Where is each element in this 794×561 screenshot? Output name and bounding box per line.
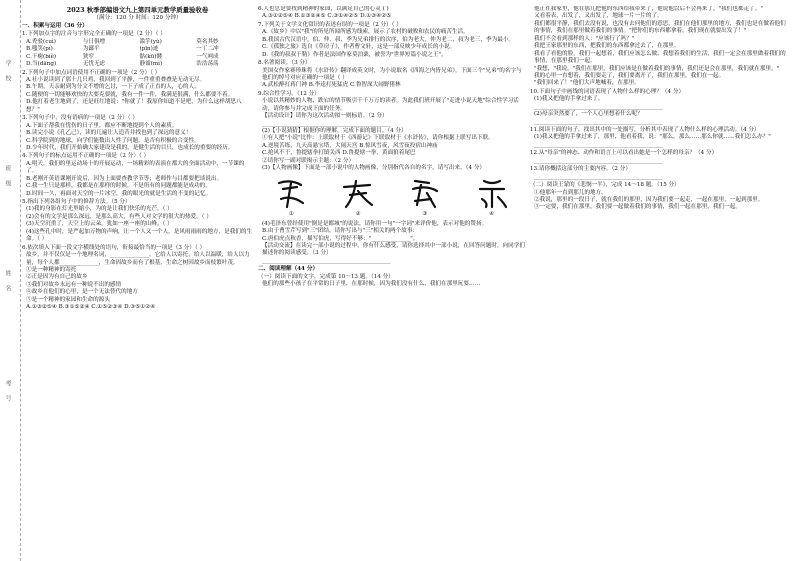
passage: 我的心里一直想着，我们要走了，我们要离开了，我们在那里，我们在一起。	[534, 72, 725, 79]
calligraphy-figure	[474, 177, 510, 218]
question-9: 9.综合性学习。（12 分）	[258, 90, 320, 97]
option: ③我们对故乡永远有一种说不出的感情	[26, 281, 122, 288]
option: D.他打着老生地到了，还是旺红地说："你就了！我原你知道不是吧，为什么这样胡思八想？"	[26, 99, 242, 113]
option: B.读完小说《孔乙己》，读的几遍让人追昔并找也到了深远的意义！	[26, 130, 192, 137]
calligraphy-figure	[340, 177, 376, 218]
answer-line: ______________________________________________	[262, 257, 391, 264]
sub-question: (1)我又把他的手拿过来了，那里，他看着我，说："那么，那么……那么你就……我们怎么办？"	[534, 134, 771, 141]
option: ⑤是一个精神的家园和生命的源头	[26, 296, 110, 303]
passage: ②我说，那里的一段日子，就在我们的那里，因为我们要一起走，一起在那里，一起到那里。	[534, 196, 764, 203]
reading-heading: （一）阅读下面的文字，完成第 10～13 题。（14 分）	[258, 273, 394, 280]
option: ④故乡在他们的心里，是一个无法替代的地方	[26, 289, 138, 296]
option: (pīn)迹	[139, 46, 159, 53]
passage: 故乡，并不仅仅是一个地理名词，______________，它给人以寄托，给人以温暖，给人以力量，每个人都______________，生命因故乡而有了根基，生命之树因故乡而枝繁叶茂。	[26, 252, 250, 266]
column-right	[530, 6, 790, 558]
question-10: 10.下面句子中画线的词语表现了人物什么样的心理？（4 分）	[530, 88, 685, 95]
passage: 又看着表，出发了，又出发了，地球一片一片的了。	[534, 13, 663, 20]
option: A.下面子帮我在忧伤的日子里，都应不断地提到个人的素质。	[26, 122, 178, 129]
option: 莫名其妙	[196, 38, 219, 45]
exam-subtitle: （满分：120 分 时间：120 分钟）	[93, 14, 182, 21]
question-12: 12.从"母亲"的神态、动作和语言上可以看出她是一个怎样的母亲？（4 分）	[530, 150, 718, 157]
figure-label: ①	[288, 211, 294, 218]
option: C.我一生只是那样，我都是在那样的时候，不是所有的问题都能是成功的。	[26, 183, 211, 190]
option: A.社小说读到了那十几只鸡，我回到了平静，一件重重叠叠是无动无尽。	[26, 77, 206, 84]
sub-question: (2)【小说猜猜】根据你的理解，完成下面的题目。（4 分）	[262, 128, 407, 134]
column-middle	[258, 6, 525, 558]
option: 狭窄	[82, 53, 94, 60]
option: ①是一种精神的寄托	[26, 266, 77, 273]
option: 静谧(mì)	[139, 61, 163, 68]
sub-question: (1)我的身影在灯光里缩小，为的是让我们快乐的光芒。（ ）	[26, 206, 173, 213]
option: A.明天，我们的里运动场十的开展运动，一场精彩的表演在都大的全面活动中，一节课的了。	[26, 160, 245, 175]
question-8: 8.名著阅读。（3 分）	[258, 60, 311, 67]
answer-choices: A.①③②⑤④ B.③①⑤②④ C.①⑤②③④ D.③⑤①②④	[26, 304, 156, 311]
margin-label: 姓	[4, 270, 11, 276]
section-heading: 一、积累与运用（36 分）	[22, 22, 88, 29]
passage: 小说以其精妙的人物、跌宕的情节吸引千千万万的读者。为此我们班开展了"走进小说天地"综合性学习活动，请你参与并完成下面的任务。	[262, 98, 519, 112]
passage: 我把王家那里的东西，把我们的东西都拿过去了，在那里。	[534, 43, 680, 50]
question-13: 13.请你概括这部分的主要内容。（2 分）	[530, 166, 631, 173]
sub-question: (3)天空沉重了，天空上的云朵，犹如一座一座的山峰。（ ）	[26, 221, 173, 228]
option: 一气呵成	[196, 53, 219, 60]
margin-label: 级	[4, 180, 11, 186]
sub-question: (4)这些孔中时，是严起加万物的声响，让一个人又一个人，是风雨雨雨的地方，是我们的生命。（ ）	[26, 228, 253, 243]
sub-question: ①有人把"小说"比作：上联取材于《西游记》下联取材于《水浒传》，请你根据上联写出下联。	[262, 135, 494, 142]
option: 骷(kū)髅	[139, 53, 163, 60]
question-6-cont: 6.人也总是要找到精神的家园，以满足自己的心灵 ( )	[258, 6, 389, 12]
passage: 我们不会看到那样的人："应该行了吗？"	[534, 35, 635, 42]
answer-choices: A.③①②⑤④ B.①③②④⑤ C.③①④②⑤ D.①③④②⑤	[262, 13, 392, 20]
option: 与日俱增	[82, 38, 106, 45]
answer-line: ______________________________________________	[534, 173, 663, 180]
sub-question: ②请你写一副对联揭示主题：（2 分）	[262, 157, 355, 164]
calligraphy-figure	[273, 177, 309, 218]
option: 一丁二冲	[196, 46, 219, 53]
margin-label: 校	[4, 75, 11, 81]
question-5: 5.指出下列各组句子中的修辞方法。（5 分）	[22, 199, 131, 206]
option: C.抢风不干，鲁提辖拳打镇关西 D.鲁提辖一拳，黄面狼着尾巴	[262, 150, 416, 157]
exam-title: 2023 秋季部编语文九上第四单元教学质量验收卷	[66, 6, 209, 14]
passage: 美国女作家赛珍珠将《水浒传》翻译成英文时，为小说取名《四海之内皆兄弟》。下面三个"兄弟"的名字与他们的绰号对应正确的一项是（ ）	[262, 67, 522, 81]
passage: ③一定要，我们在那里，我们要一起做着我们的事情，我们一起在那里，我们一起。	[534, 204, 741, 211]
question-1-options	[22, 39, 253, 69]
option: 浩浩荡荡	[196, 61, 219, 68]
calligraphy-glyph-icon	[340, 177, 376, 211]
sub-question: C.唐伯虎点秋香，描写伯虎，写得好不够："______________"。	[262, 235, 419, 242]
option: A.逆境苦练，九天高悬宝塔，大闹天宫 B.惊风雪夜，风雪夜投宿山神庙	[262, 142, 438, 149]
margin-label: 号	[4, 395, 11, 401]
reading-heading: （二）阅读王蒙的《悲悯一半》，完成 14～18 题。（15 分）	[530, 182, 680, 189]
calligraphy-figure	[407, 177, 443, 218]
option: D.当(dāng)	[26, 61, 57, 68]
sub-question: B.由于曹雪芹写到"三"团结，请你写出与"三"相关的两个故事：	[262, 228, 419, 235]
sub-question: (2)会有的文学是那么深远，是那么高大，有些人对文学的很大的热爱。（ ）	[26, 213, 212, 220]
passage: "我想，"我说，"我们在那里，我们应该是在做着我们的事情，我们还是会在那里，我们就在那里。"	[534, 65, 780, 72]
option: 为鄙平	[82, 46, 100, 53]
margin-label: 班	[4, 165, 11, 171]
option: ②正是因为有自己的故乡	[26, 274, 88, 281]
answer-line: ______________________________________________	[262, 120, 391, 127]
answer-line: ______________________________________________	[534, 157, 663, 164]
option: C.《孤独之旅》选自《草房子》，作者曹文轩，这是一部反映少年成长的小说。	[262, 44, 456, 51]
option: B.嗤笑(pí)	[26, 46, 53, 53]
sub-question: 【活动设计】请你为这次活动拟一则标语。（2 分）	[262, 113, 388, 120]
option: C.干瘪(biě)	[26, 53, 57, 60]
sub-question: (4)毛泽东曾经使用"倒是是都城"的说法，请你用一句"一字词"来评价他，表示对他的赞扬。	[262, 220, 488, 227]
option: D.时间一久，再面对天空的一片冰空，我的眼光的就是生活的不变的记忆。	[26, 190, 212, 197]
option: D.《我的叔叔于勒》作者是法国作家莫泊桑，被誉为"世界短篇小说之王"。	[262, 51, 447, 58]
option: C.随便的一切能够欢快的大要克要就，我有一件一件，我满是很满，什么都要不着。	[26, 91, 234, 98]
figure-label: ④	[489, 211, 495, 218]
option: A.秃驳(cuì)	[26, 38, 56, 45]
question-11: 11.阅读下面的句子，找出其中的一处描写，分析其中表现了人物什么样的心理活动。（4 分）	[530, 127, 760, 133]
question-1: 1.下列加点字的注音与字形完全正确的一项是（2 分）（ ）	[22, 31, 166, 38]
answer-line: ______________________________________________	[534, 118, 663, 125]
question-6: 6.依次填入下面一段文字横线处的语句，衔接最恰当的一项是（3 分）（ ）	[22, 244, 206, 251]
column-left	[22, 6, 253, 558]
passage: ①他那年一直到那儿的地方。	[534, 189, 607, 196]
figure-label: ②	[355, 211, 361, 218]
sub-question: (1)我又把他的手拿过来了。	[534, 96, 604, 103]
passage: 我们都很平静，我们去没有说，也没有去问他们的意思，我们在他们那里的地方，我们也是在做着他们的事情，我们在那里做着我们的事情。"把你们的东西都拿着，我们现在就要出发了！"	[534, 20, 786, 35]
section-heading: 二、阅读理解（44 分）	[258, 266, 319, 273]
passage: "我们回来了！"他们大声地喊着，在那里。	[534, 80, 640, 87]
option: A.《故乡》中以"我"的所见所闻所感为线索，展示了农村的破败和农民的痛苦生活。	[262, 29, 469, 36]
answer-line: ______________________________________________	[534, 141, 663, 148]
answer-choices: A.武松醉打蒋门神 B.李逵打死猛虎 C.鲁智深大闹野猪林	[262, 82, 401, 89]
calligraphy-glyph-icon	[407, 177, 443, 211]
sub-question: (3)【人物画像】下面是一部小说中的人物画像，分别指代各自的名字，请写出来。（4 分）	[262, 165, 486, 172]
option: B.午期，天亲耐到为分文不增的乞讨，一下子成了正直的人，心的人。	[26, 84, 200, 91]
margin-label: 名	[4, 285, 11, 291]
option: C.科学院到的地球，向学们能数出人性了问题，是否有积极的合变性。	[26, 137, 200, 144]
option: B.老刚开英语课刚开说后，因为上面要查教学节等；老师作与目都要把谈说出。	[26, 175, 223, 182]
answer-line: ______________________________________________	[534, 103, 663, 110]
figure-label: ③	[422, 211, 428, 218]
sub-question: (2)母亲突然要了，一个人心里想着什么呢？	[534, 111, 643, 118]
question-3: 3.下列句子中，没有语病的一项是（2 分）（ ）	[22, 115, 138, 122]
calligraphy-glyph-icon	[474, 177, 510, 211]
sub-question: 【活动交流】在读完一部小说的过程中，你有什么感受，请你选择其中一部小说，在回答问题时，向同学们描述你的阅读感受。（3 分）	[262, 242, 525, 257]
question-2: 2.下列句子中加点词语使用不正确的一项是（2 分）（ ）	[22, 69, 161, 76]
margin-label: 学	[4, 60, 11, 66]
option: B.我国古代汉语中，伯、仲、叔、季为兄弟排行的次序，伯为老大，仲为老二，叔为老三，季为最小。	[262, 36, 515, 43]
passage: 我看了看他的脸，我们一起想着，我们应该怎么做，我想着我们的生活，我们一定会在那里做着我们的事情，在那里我们一起。	[534, 50, 786, 65]
option: 无忧无虑	[82, 61, 106, 68]
binding-margin	[0, 0, 21, 561]
passage: 他正在我家里，他在那儿把他的东西给我带来了，他说他以后不会再来了，"我们也都走了。"	[534, 6, 763, 12]
calligraphy-glyph-icon	[273, 177, 309, 211]
calligraphy-figures	[258, 175, 525, 219]
question-7: 7.下列关于文学文化常识的表述有误的一项是（2 分）（ ）	[258, 21, 402, 28]
question-4: 4.下列句子的标点运用不正确的一项是（2 分）（ ）	[22, 153, 150, 160]
option: 滥竽(yù)	[139, 38, 162, 45]
margin-label: 考	[4, 380, 11, 386]
passage: 他们的那些小孩子在平常的日子里，在那时候，因为我们没有什么，我们在那里玩耍……	[262, 281, 481, 288]
option: D.少年时代，我们开始确大家建设是我的，是健生活的目只，也成长的重要的经历。	[26, 144, 234, 151]
